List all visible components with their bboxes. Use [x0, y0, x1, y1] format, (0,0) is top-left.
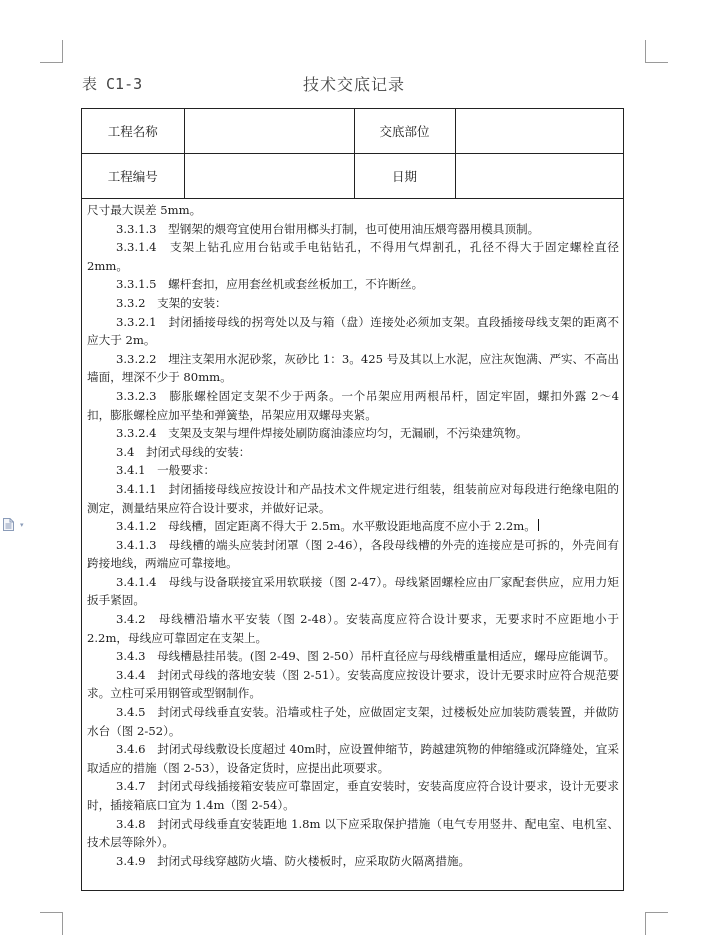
crop-mark-top-left — [40, 40, 63, 63]
paragraph: 3.4.6 封闭式母线敷设长度超过 40m时，应设置伸缩节，跨越建筑物的伸缩缝或沉降缝处，宜采取适应的措施（图 2-53），设备定货时，应提出此项要求。 — [87, 742, 619, 775]
page-title: 技术交底记录 — [302, 75, 405, 94]
paragraph: 3.4.3 母线槽悬挂吊装。(图 2-49、图 2-50）吊杆直径应与母线槽重量相适应，螺母应能调节。 — [116, 649, 616, 664]
paragraph: 3.3.2.3 膨胀螺栓固定支架不少于两条。一个吊架应用两根吊杆，固定牢固，螺扣外露 2～4 扣，膨胀螺栓应加平垫和弹簧垫，吊架应用双螺母夹紧。 — [87, 388, 619, 422]
paragraph: 3.4.7 封闭式母线插接箱安装应可靠固定，垂直安装时，安装高度应符合设计要求，设计无要求时，插接箱底口宜为 1.4m（图 2-54）。 — [87, 779, 619, 812]
paragraph: 3.4.1.1 封闭插接母线应按设计和产品技术文件规定进行组装，组装前应对每段进行绝缘电阻的测定，测量结果应符合设计要求，并做好记录。 — [87, 481, 619, 515]
paragraph: 3.4.5 封闭式母线垂直安装。沿墙或柱子处，应做固定支架，过楼板处应加装防震装置，并做防水台（图 2-52）。 — [87, 705, 619, 738]
project-name-label: 工程名称 — [82, 109, 184, 154]
record-frame — [81, 108, 624, 891]
crop-mark-bottom-right — [645, 912, 668, 935]
project-name-field[interactable] — [184, 109, 354, 154]
form-code: 表 C1-3 — [82, 75, 143, 93]
paragraph: 3.4.1 一般要求： — [116, 463, 216, 478]
paragraph: 尺寸最大误差 5mm。 — [87, 203, 202, 217]
paragraph: 3.4.1.2 母线槽，固定距离不得大于 2.5m。水平敷设距地高度不应小于 2.2m。 — [87, 517, 619, 536]
disclosure-content[interactable] — [87, 201, 619, 870]
paragraph: 3.4.9 封闭式母线穿越防火墙、防火楼板时，应采取防火隔离措施。 — [116, 853, 471, 868]
project-number-field[interactable] — [184, 154, 354, 199]
location-field[interactable] — [455, 109, 623, 154]
date-label: 日期 — [354, 154, 455, 199]
paragraph: 3.3.1.3 型钢架的煨弯宜使用台钳用榔头打制，也可使用油压煨弯器用模具顶制。 — [116, 221, 540, 236]
location-label: 交底部位 — [354, 109, 455, 154]
project-number-label: 工程编号 — [82, 154, 184, 199]
document-icon[interactable] — [3, 518, 14, 531]
paragraph: 3.3.2.4 支架及支架与埋件焊接处刷防腐油漆应均匀，无漏刷，不污染建筑物。 — [116, 426, 528, 441]
date-field[interactable] — [455, 154, 623, 199]
paragraph: 3.4.1.3 母线槽的端头应装封闭罩（图 2-46），各段母线槽的外壳的连接应是可拆的，外壳间有跨接地线，两端应可靠接地。 — [87, 537, 619, 571]
paragraph: 3.3.2.2 埋注支架用水泥砂浆，灰砂比 1：3。425 号及其以上水泥，应注灰饱满、严实、不高出墙面，埋深不少于 80mm。 — [87, 351, 619, 385]
info-table — [82, 109, 623, 199]
paragraph: 3.3.2.1 封闭插接母线的拐弯处以及与箱（盘）连接处必须加支架。直段插接母线支架的距离不应大于 2m。 — [87, 314, 619, 348]
text-cursor — [538, 519, 539, 531]
paragraph: 3.4.8 封闭式母线垂直安装距地 1.8m 以下应采取保护措施（电气专用竖井、配电室、电机室、技术层等除外）。 — [87, 816, 619, 850]
paragraph: 3.3.1.4 支架上钻孔应用台钻或手电钻钻孔，不得用气焊割孔，孔径不得大于固定螺栓直径 2mm。 — [87, 240, 619, 273]
paragraph: 3.3.2 支架的安装： — [116, 295, 227, 310]
chevron-down-icon[interactable]: ▾ — [20, 521, 24, 529]
paragraph: 3.4.1.4 母线与设备联接宜采用软联接（图 2-47）。母线紧固螺栓应由厂家配套供应，应用力矩扳手紧固。 — [87, 574, 619, 608]
paragraph: 3.3.1.5 螺杆套扣，应用套丝机或套丝板加工，不许断丝。 — [116, 277, 424, 292]
paragraph: 3.4.2 母线槽沿墙水平安装（图 2-48）。安装高度应符合设计要求，无要求时不应距地小于 2.2m，母线应可靠固定在支架上。 — [87, 612, 619, 645]
crop-mark-bottom-left — [40, 912, 63, 935]
paragraph: 3.4.4 封闭式母线的落地安装（图 2-51）。安装高度应按设计要求，设计无要求时应符合规范要求。立柱可采用钢管或型钢制作。 — [87, 667, 619, 701]
crop-mark-top-right — [645, 40, 668, 63]
paragraph: 3.4 封闭式母线的安装： — [116, 444, 251, 459]
